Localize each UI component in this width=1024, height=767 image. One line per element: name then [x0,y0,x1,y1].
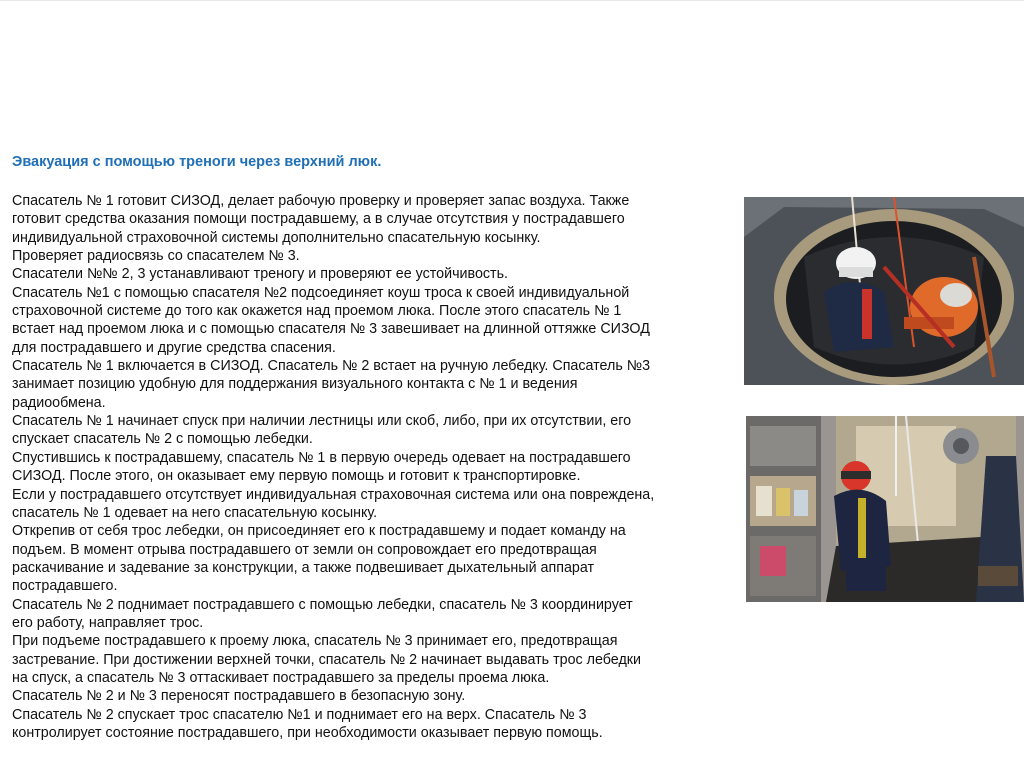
body-line: Спасатель № 1 включается в СИЗОД. Спасатель № 2 встает на ручную лебедку. Спасатель №3 [12,358,651,375]
body-line: индивидуальной страховочной системы дополнительно спасательную косынку. [12,229,541,246]
slide-body-text [12,192,737,742]
body-line: Открепив от себя трос лебедки, он присоединяет его к пострадавшему и подает команду на [12,523,626,540]
body-line: Спасатель № 1 начинает спуск при наличии лестницы или скоб, либо, при их отсутствии, его [12,413,632,430]
body-line: готовит средства оказания помощи пострадавшему, а в случае отсутствия у пострадавшего [12,211,625,228]
body-line: Спасатели №№ 2, 3 устанавливают треногу и проверяют ее устойчивость. [12,266,509,283]
body-line: спускает спасатель № 2 с помощью лебедки. [12,431,313,448]
body-line: Спустившись к пострадавшему, спасатель № 1 в первую очередь одевает на пострадавшего [12,449,631,466]
body-line: подъем. В момент отрыва пострадавшего от земли он сопровождает его предотвращая [12,541,597,558]
body-line: Проверяет радиосвязь со спасателем № 3. [12,248,300,265]
body-line: встает над проемом люка и с помощью спасателя № 3 завешивает на длинной оттяжке СИЗОД [12,321,650,338]
body-line: Если у пострадавшего отсутствует индивидуальная страховочная система или она повреждена, [12,486,655,503]
body-line: Спасатель № 2 и № 3 переносят пострадавшего в безопасную зону. [12,688,466,705]
body-line: Спасатель № 2 поднимает пострадавшего с помощью лебедки, спасатель № 3 координирует [12,596,633,613]
photo-hatch-rescue [744,197,1024,385]
photo-workshop-descent [746,416,1024,602]
body-line: раскачивание и задевание за конструкции, а также подвешивает дыхательный аппарат [12,559,595,576]
body-line: СИЗОД. После этого, он оказывает ему первую помощь и готовит к транспортировке. [12,468,581,485]
body-line: Спасатель №1 с помощью спасателя №2 подсоединяет коуш троса к своей индивидуальной [12,284,630,301]
body-line: Спасатель № 2 спускает трос спасателю №1 и поднимает его на верх. Спасатель № 3 [12,706,587,723]
body-line: на спуск, а спасатель № 3 оттаскивает пострадавшего за пределы проема люка. [12,669,550,686]
body-line: его работу, направляет трос. [12,614,204,631]
body-line: занимает позицию удобную для поддержания визуального контакта с № 1 и ведения [12,376,578,393]
body-line: контролирует состояние пострадавшего, при необходимости оказывает первую помощь. [12,724,603,741]
body-line: застревание. При достижении верхней точки, спасатель № 2 начинает выдавать трос лебедки [12,651,642,668]
body-line: спасатель № 1 одевает на него спасательную косынку. [12,504,378,521]
body-line: для пострадавшего и другие средства спасения. [12,339,336,356]
slide-top-border [0,0,1024,1]
body-line: При подъеме пострадавшего к проему люка, спасатель № 3 принимает его, предотвращая [12,633,618,650]
body-line: страховочной системе до того как окажется над проемом люка. После этого спасатель № 1 [12,303,622,320]
body-line: пострадавшего. [12,578,118,595]
body-line: радиообмена. [12,394,106,411]
slide-title: Эвакуация с помощью треноги через верхний люк. [12,154,382,170]
body-line: Спасатель № 1 готовит СИЗОД, делает рабочую проверку и проверяет запас воздуха. Также [12,193,630,209]
